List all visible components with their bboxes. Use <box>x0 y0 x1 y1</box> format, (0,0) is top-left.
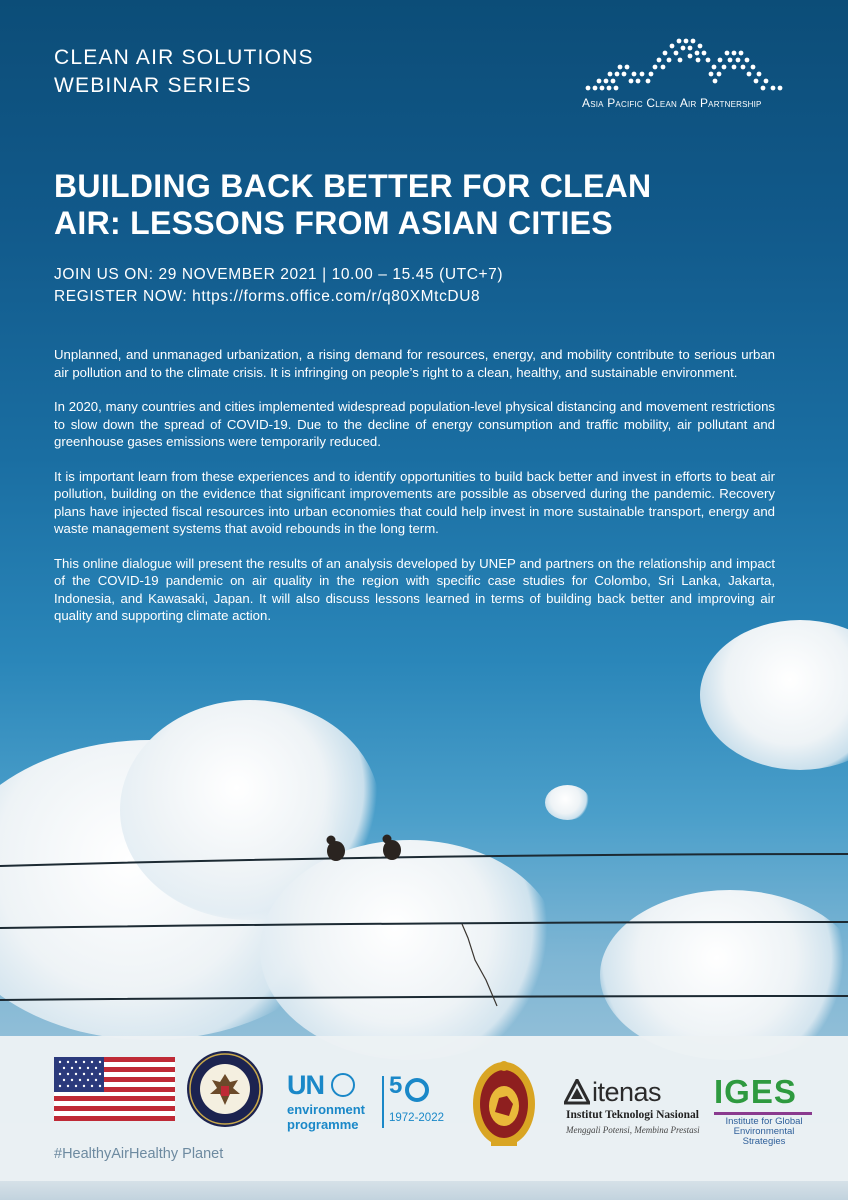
event-details <box>54 264 503 308</box>
unep-un: UN <box>287 1070 324 1100</box>
series-heading <box>54 44 314 100</box>
paragraph: In 2020, many countries and cities implemented widespread population-level physical distancing and movement restrictions to slow down the spread of COVID-19. Due to the decline of energy consumption and traffic mobility, air pollutant and greenhouse gases emissions were temporarily reduced. <box>54 399 775 449</box>
iges-line-1: Institute for Global <box>725 1116 803 1127</box>
itenas-triangle-icon <box>564 1079 590 1105</box>
paragraph: This online dialogue will present the results of an analysis developed by UNEP and partners on the relationship and impact of the COVID-19 pandemic on air quality in the region with specific case studies for Colombo, Sri Lanka, Jakarta, Indonesia, and Kawasaki, Japan. It will also discuss lessons learned in terms of building back better and improving air quality and supporting climate action. <box>54 555 775 623</box>
itenas-wordmark: itenas <box>592 1077 662 1107</box>
join-date: JOIN US ON: 29 NOVEMBER 2021 | 10.00 – 15.45 (UTC+7) <box>54 266 504 283</box>
unep-50-ring-icon <box>405 1078 429 1102</box>
bird-icon <box>327 836 346 862</box>
wire-middle <box>0 922 848 928</box>
unep-50-digit: 5 <box>389 1072 403 1099</box>
event-title <box>54 168 694 242</box>
us-flag-icon <box>54 1057 175 1121</box>
register-link[interactable]: REGISTER NOW: https://forms.office.com/r/q80XMtcDU8 <box>54 288 481 305</box>
itenas-tagline: Menggali Potensi, Membina Prestasi <box>566 1125 700 1135</box>
apcap-logo <box>578 38 792 118</box>
wire-top <box>0 854 848 866</box>
apcap-name: Asia Pacific Clean Air Partnership <box>582 96 762 110</box>
iges-line-2: Environmental Strategies <box>733 1126 795 1147</box>
unep-years: 1972-2022 <box>389 1112 444 1124</box>
bird-icon <box>383 835 402 861</box>
wire-bottom <box>0 996 848 1000</box>
sri-lanka-emblem-icon <box>471 1060 537 1150</box>
apcap-mountain-icon <box>578 38 792 96</box>
unep-globe-icon <box>331 1073 355 1097</box>
itenas-logo <box>564 1077 700 1137</box>
body-text <box>54 346 775 642</box>
unep-line-2: programme <box>287 1117 359 1132</box>
iges-name <box>718 1117 810 1147</box>
iges-rule <box>714 1112 812 1115</box>
power-lines <box>0 820 848 1020</box>
cloud-right <box>700 620 848 770</box>
hanging-debris <box>462 924 497 1006</box>
department-of-state-seal-icon <box>186 1050 264 1128</box>
unep-name <box>287 1102 365 1132</box>
unep-line-1: environment <box>287 1102 366 1117</box>
unep-divider <box>382 1076 384 1128</box>
cloud-small <box>545 785 590 820</box>
footer-sky-strip <box>0 1181 848 1200</box>
hashtag: #HealthyAirHealthy Planet <box>54 1146 224 1162</box>
itenas-name: Institut Teknologi Nasional <box>566 1109 699 1121</box>
title-line-2: AIR: LESSONS FROM ASIAN CITIES <box>54 205 613 241</box>
iges-logo <box>714 1073 814 1147</box>
title-line-1: BUILDING BACK BETTER FOR CLEAN <box>54 168 652 204</box>
paragraph: Unplanned, and unmanaged urbanization, a rising demand for resources, energy, and mobility contribute to serious urban air pollution and to the climate crisis. It is infringing on people’s right to a clean, healthy, and sustainable environment. <box>54 347 775 380</box>
iges-wordmark: IGES <box>714 1073 797 1110</box>
unep-logo <box>287 1070 462 1140</box>
paragraph: It is important learn from these experiences and to identify opportunities to build back better and invest in efforts to beat air pollution, building on the evidence that significant improvements are possible as observed during the pandemic. Recovery plans have injected fiscal resources into urban economies that could help invest in more sustainable transport, energy and waste management systems that avoid rebounds in the long term. <box>54 468 775 536</box>
series-line-1: CLEAN AIR SOLUTIONS <box>54 46 314 69</box>
series-line-2: WEBINAR SERIES <box>54 74 252 97</box>
